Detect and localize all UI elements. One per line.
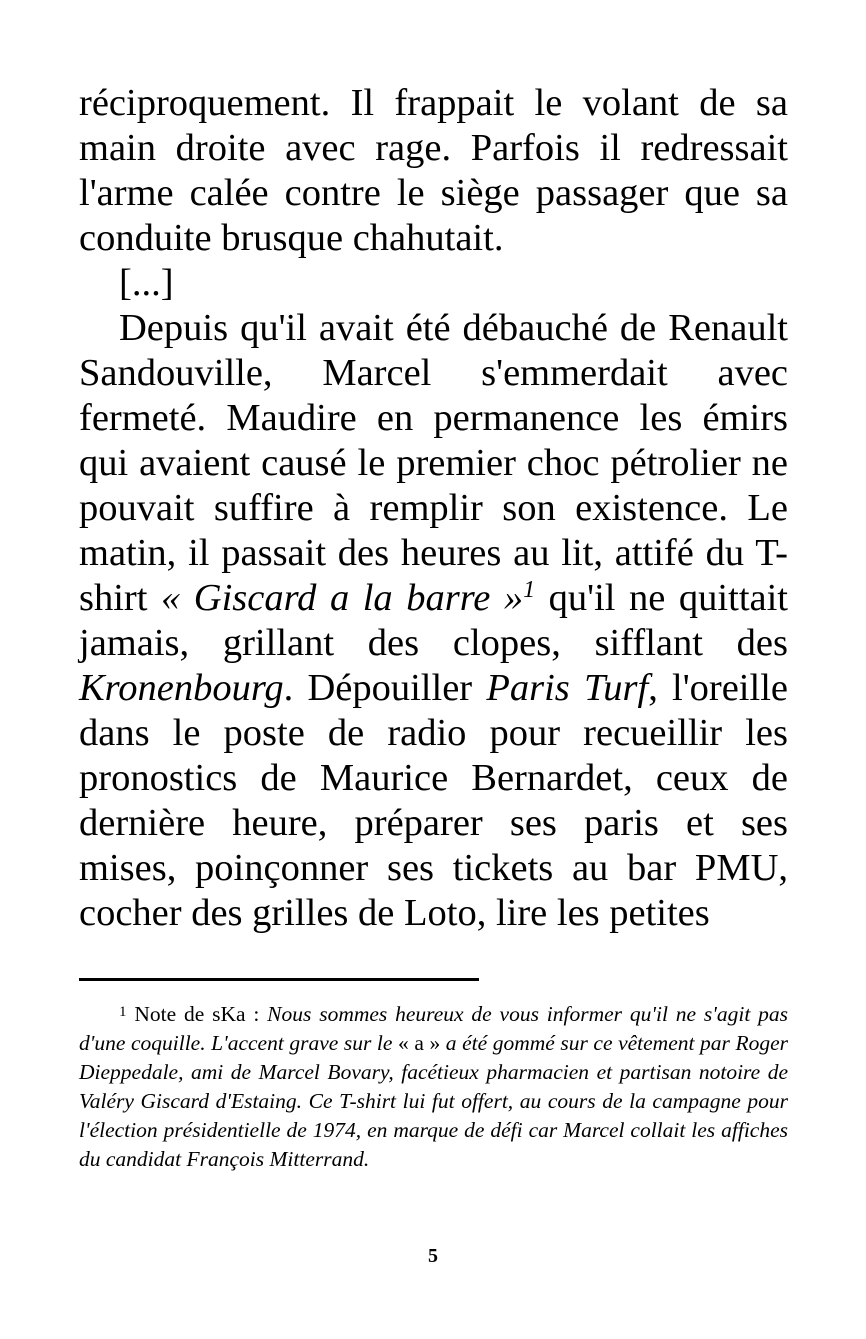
footnote-number: 1 (119, 1004, 127, 1020)
footnote-text (79, 1000, 788, 1174)
footnote-lead: Note de sKa : (126, 1002, 268, 1026)
paragraph-ellipsis: [...] (119, 262, 174, 304)
footnote-italic-1: Nous sommes heureux de vous informer qu'il ne s'agit pas d'une coquille. L'accent grave sur le (79, 1002, 788, 1055)
text-segment: Depuis qu'il avait été débauché de Renault Sandouville, Marcel s'emmerdait avec fermeté. Maudire en permanence les émirs qui avaient causé le premier choc pétrolier ne pouvait suffire à remplir son existence. Le matin, il passait des heures au lit, attifé du T-shirt (79, 307, 788, 619)
footnote-italic-2: a été gommé sur ce vêtement par Roger Dieppedale, ami de Marcel Bovary, facétieux pharmacien et partisan notoire de Valéry Giscard d'Estaing. Ce T-shirt lui fut offert, au cours de la campagne pour l'élection présidentielle de 1974, en marque de défi car Marcel collait les affiches du candidat François Mitterrand. (79, 1031, 788, 1171)
footnote (79, 1000, 788, 1174)
footnote-separator (79, 978, 479, 981)
main-text (79, 81, 788, 936)
text-segment: . Dépouiller (283, 667, 487, 709)
text-segment: , l'oreille dans le poste de radio pour recueillir les pronostics de Maurice Bernardet, ceux de dernière heure, préparer ses paris et ses mises, poinçonner ses tickets au bar PMU, cocher des grilles de Loto, lire les petites (79, 667, 788, 934)
beer-brand: Kronenbourg (79, 667, 284, 709)
paragraph-continuation: réciproquement. Il frappait le volant de sa main droite avec rage. Parfois il redressait l'arme calée contre le siège passager que sa conduite brusque chahutait. (79, 82, 788, 259)
paragraph-marcel (79, 306, 788, 936)
page-number: 5 (428, 1245, 438, 1267)
text-segment: qu'il ne quittait jamais, grillant des clopes, sifflant des (79, 577, 788, 664)
tshirt-slogan: « Giscard a la barre » (161, 577, 524, 619)
footnote-reference[interactable]: 1 (523, 577, 536, 603)
newspaper-title: Paris Turf (486, 667, 649, 709)
footnote-quote: « a » (398, 1031, 441, 1055)
